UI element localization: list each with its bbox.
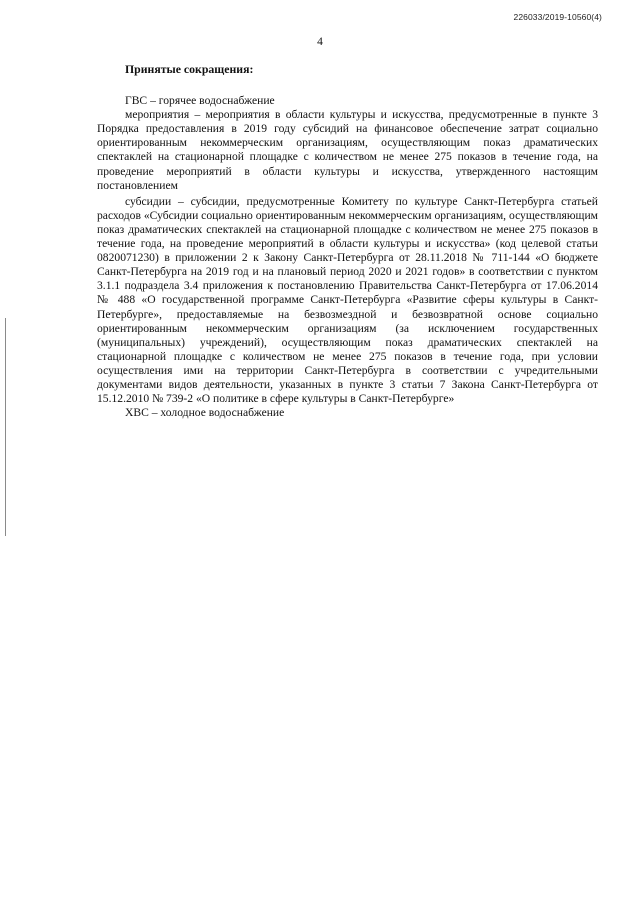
left-margin-rule (5, 318, 6, 536)
section-heading: Принятые сокращения: (125, 62, 254, 76)
abbreviation-entry-meropriyatiya: мероприятия – мероприятия в области культуры и искусства, предусмотренные в пункте 3 Порядка предоставления в 2019 году субсидий на финансовое обеспечение затрат социально ориентированным некоммерческим организациям, осуществляющим показ драматических спектаклей на стационарной площадке с количеством не менее 275 показов в течение года, на проведение мероприятий в области культуры и искусства, утвержденного настоящим постановлением (97, 108, 598, 192)
abbreviations-section (97, 62, 598, 420)
page-number: 4 (317, 36, 323, 48)
abbreviation-entry-subsidii: субсидии – субсидии, предусмотренные Комитету по культуре Санкт-Петербурга статьей расходов «Субсидии социально ориентированным некоммерческим организациям, осуществляющим показ драматических спектаклей на стационарной площадке с количеством не менее 275 показов в течение года, на проведение мероприятий в области культуры и искусства» (код целевой статьи 0820071230) в приложении 2 к Закону Санкт-Петербурга от 28.11.2018 № 711-144 «О бюджете Санкт-Петербурга на 2019 год и на плановый период 2020 и 2021 годов» в соответствии с пунктом 3.1.1 подраздела 3.4 приложения к постановлению Правительства Санкт-Петербурга от 17.06.2014 № 488 «О государственной программе Санкт-Петербурга «Развитие сферы культуры в Санкт-Петербурге», предоставляемые на безвозмездной и безвозвратной основе социально ориентированным некоммерческим организациям (за исключением государственных (муниципальных) учреждений), осуществляющим показ драматических спектаклей на стационарной площадке с количеством не менее 275 показов в течение года, при условии осуществления ими на территории Санкт-Петербурга в соответствии с учредительными документами видов деятельности, указанных в пункте 3 статьи 7 Закона Санкт-Петербурга от 15.12.2010 № 739-2 «О политике в сфере культуры в Санкт-Петербурге» (97, 194, 598, 406)
abbreviation-entry-hvs: ХВС – холодное водоснабжение (125, 406, 285, 420)
abbreviation-entry-gvs: ГВС – горячее водоснабжение (125, 94, 275, 108)
document-id: 226033/2019-10560(4) (513, 12, 602, 22)
